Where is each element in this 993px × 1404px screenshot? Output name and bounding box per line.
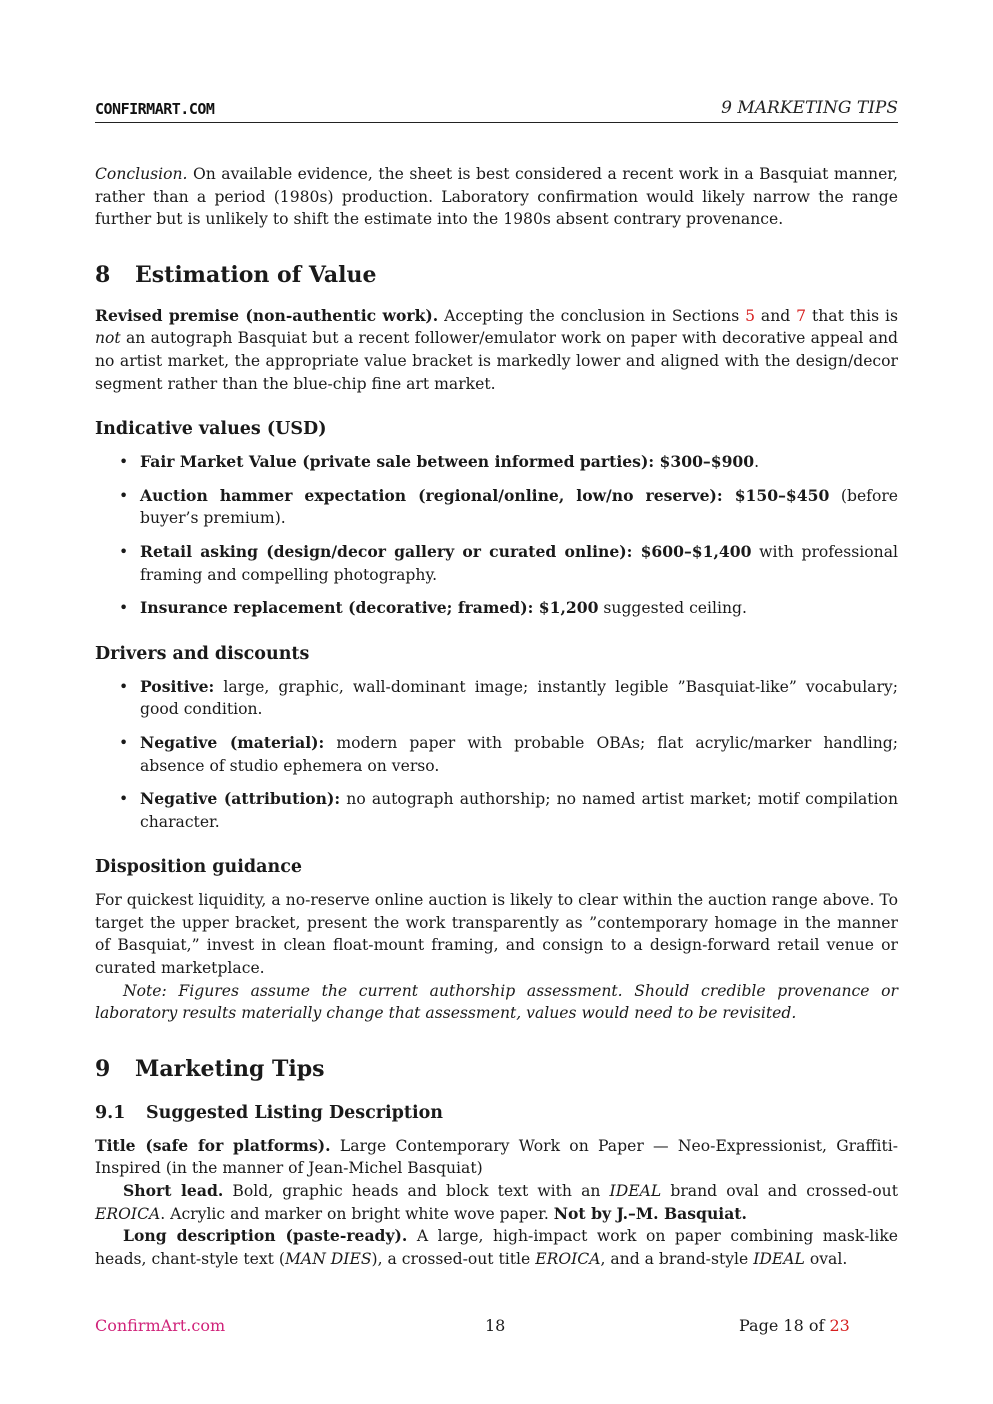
subsection-number: 9.1 [95,1102,126,1123]
premise-lead: Revised premise (non-authentic work). [95,305,439,325]
conclusion-paragraph [95,163,898,231]
bullet-icon: • [119,733,129,752]
page-body [95,163,898,1270]
running-title: 9 MARKETING TIPS [721,98,898,118]
bullet-icon: • [119,542,129,561]
drivers-list [95,676,898,834]
page-count-label: Page 18 of [739,1316,830,1335]
short-text-2: brand oval and crossed-out [661,1182,898,1201]
conclusion-text: On available evidence, the sheet is best considered a recent work in a Basquiat manner, rather than a period (1980s) production. Laboratory confirmation would likely narrow the range further but is unlikely to shift the estimate into the 1980s absent contrary provenance. [95,165,898,229]
list-item [95,451,898,474]
section-8-title: Estimation of Value [135,261,377,288]
site-logo: CONFIRMART.COM [95,100,215,118]
value-label: Fair Market Value (private sale between informed parties): $300–$900 [140,452,755,472]
list-item [95,788,898,833]
short-text-1: Bold, graphic heads and block text with an [223,1182,610,1201]
value-rest: with professional framing and compelling photography. [140,542,898,584]
section-ref-5-link[interactable]: 5 [745,306,756,325]
value-rest: . [754,453,760,472]
running-header [95,98,898,123]
listing-title-lead: Title (safe for platforms). [95,1135,331,1155]
list-item [95,732,898,777]
short-lead-paragraph [95,1180,898,1225]
bullet-icon: • [119,453,129,472]
value-label: Retail asking (design/decor gallery or curated online): $600–$1,400 [140,541,752,561]
disposition-heading: Disposition guidance [95,857,303,878]
indicative-values-heading: Indicative values (USD) [95,419,327,440]
long-text-1: A large, high-impact work on paper combining mask-like heads, chant-style text ( [95,1227,898,1268]
driver-rest: modern paper with probable OBAs; flat acrylic/marker handling; absence of studio ephemera on verso. [140,733,898,775]
bullet-icon: • [119,677,129,696]
driver-rest: no autograph authorship; no named artist market; motif compilation character. [140,790,898,831]
section-8-number: 8 [95,261,111,288]
premise-text-3: an autograph Basquiat but a recent follower/emulator work on paper with decorative appeal and no artist market, the appropriate value bracket is markedly lower and aligned with the design/decor segment rather than the blue-chip fine art market. [95,329,898,393]
section-9-heading [95,1055,898,1083]
footer-site-link[interactable]: ConfirmArt.com [95,1316,226,1335]
short-eroica: EROICA [95,1204,161,1223]
list-item [95,676,898,721]
long-eroica: EROICA [535,1249,601,1268]
long-text-3: , and a brand-style [600,1249,754,1268]
value-label: Insurance replacement (decorative; framed): $1,200 [140,598,599,618]
long-text-4: oval. [804,1249,848,1268]
bullet-icon: • [119,790,129,809]
value-label: Auction hammer expectation (regional/online, low/no reserve): $150–$450 [140,485,830,505]
value-rest: suggested ceiling. [598,599,747,618]
conclusion-lead: Conclusion. [95,165,188,183]
section-8-heading [95,261,898,289]
short-ideal: IDEAL [609,1182,662,1201]
long-ideal: IDEAL [753,1249,805,1268]
bullet-icon: • [119,599,129,618]
driver-label: Negative (material): [140,732,325,752]
short-disclaimer: Not by J.–M. Basquiat. [553,1203,747,1223]
indicative-values-list [95,451,898,620]
driver-label: Negative (attribution): [140,789,341,809]
listing-title-paragraph [95,1135,898,1180]
list-item [95,541,898,586]
driver-rest: large, graphic, wall-dominant image; instantly legible ”Basquiat-like” vocabulary; good condition. [140,677,898,719]
section-9-title: Marketing Tips [135,1055,325,1082]
bullet-icon: • [119,486,129,505]
listing-title-text: Large Contemporary Work on Paper — Neo-Expressionist, Graffiti-Inspired (in the manner of Jean-Michel Basquiat) [95,1136,898,1178]
long-lead-label: Long description (paste-ready). [123,1226,408,1246]
long-text-2: ), a crossed-out title [371,1249,536,1268]
subsection-title: Suggested Listing Description [146,1102,444,1123]
short-text-3: . Acrylic and marker on bright white wove paper. [160,1204,554,1223]
driver-label: Positive: [140,676,215,696]
premise-and: and [755,306,797,325]
note-paragraph: Note: Figures assume the current authorship assessment. Should credible provenance or laboratory results materially change that assessment, values would need to be revisited. [95,981,898,1023]
value-rest: (before buyer’s premium). [140,486,899,528]
drivers-heading: Drivers and discounts [95,643,310,664]
disposition-paragraph: For quickest liquidity, a no-reserve online auction is likely to clear within the auction range above. To target the upper bracket, present the work transparently as ”contemporary homage in the manner of Basquiat,” invest in clean float-mount framing, and consign to a design-forward retail venue or curated marketplace. [95,891,898,978]
long-description-paragraph [95,1225,898,1270]
list-item [95,597,898,620]
list-item [95,485,898,530]
premise-not: not [95,329,121,348]
revised-premise-paragraph [95,305,898,395]
section-9-number: 9 [95,1055,111,1082]
short-lead-label: Short lead. [123,1181,224,1201]
section-ref-7-link[interactable]: 7 [796,306,807,325]
footer-page-count [739,1316,850,1335]
long-man-dies: MAN DIES [284,1249,372,1268]
footer-page-number: 18 [485,1316,506,1335]
premise-text-2: that this is [806,306,898,325]
total-pages-link[interactable]: 23 [829,1316,850,1335]
premise-text-1: Accepting the conclusion in Sections [438,306,746,325]
subsection-9-1-heading [95,1101,898,1125]
